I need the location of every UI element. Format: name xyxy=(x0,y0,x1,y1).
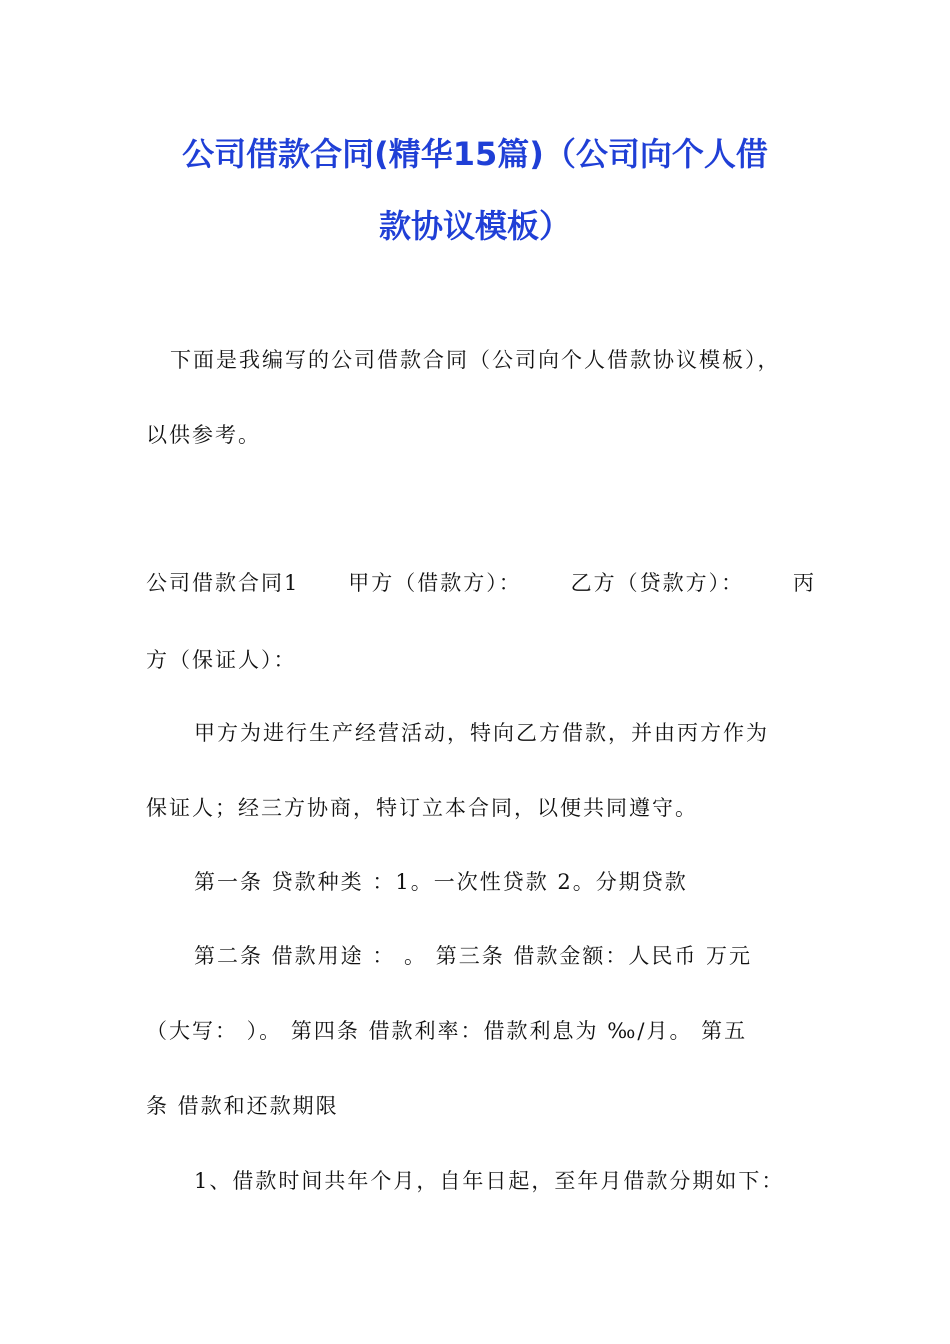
article-2-line-3: 条 借款和还款期限 xyxy=(146,1094,339,1118)
item-1: 1、借款时间共年个月，自年日起，至年月借款分期如下： xyxy=(194,1169,785,1193)
article-1: 第一条 贷款种类 ：1。一次性贷款 2。分期贷款 xyxy=(194,870,688,894)
party-c-label-start: 丙 xyxy=(793,571,816,595)
intro-line-2: 以供参考。 xyxy=(146,423,261,447)
article-2-line-2: （大写： ）。 第四条 借款利率：借款利息为 ‰/月。 第五 xyxy=(146,1019,748,1043)
document-title-line-1: 公司借款合同(精华15篇)（公司向个人借 xyxy=(182,135,768,173)
intro-line-1: 下面是我编写的公司借款合同（公司向个人借款协议模板）， xyxy=(170,348,781,372)
party-c-label-end: 方（保证人）： xyxy=(146,648,297,672)
party-b-label: 乙方（贷款方）： xyxy=(570,571,745,595)
document-title-line-2: 款协议模板） xyxy=(378,207,571,245)
party-a-label: 甲方（借款方）： xyxy=(348,571,522,595)
paragraph-1-line-2: 保证人；经三方协商，特订立本合同，以便共同遵守。 xyxy=(146,796,698,820)
article-2-line-1: 第二条 借款用途 ： 。 第三条 借款金额：人民币 万元 xyxy=(194,944,753,968)
contract-header-line xyxy=(146,568,816,598)
paragraph-1-line-1: 甲方为进行生产经营活动，特向乙方借款，并由丙方作为 xyxy=(194,721,769,745)
contract-name: 公司借款合同1 xyxy=(146,571,300,595)
